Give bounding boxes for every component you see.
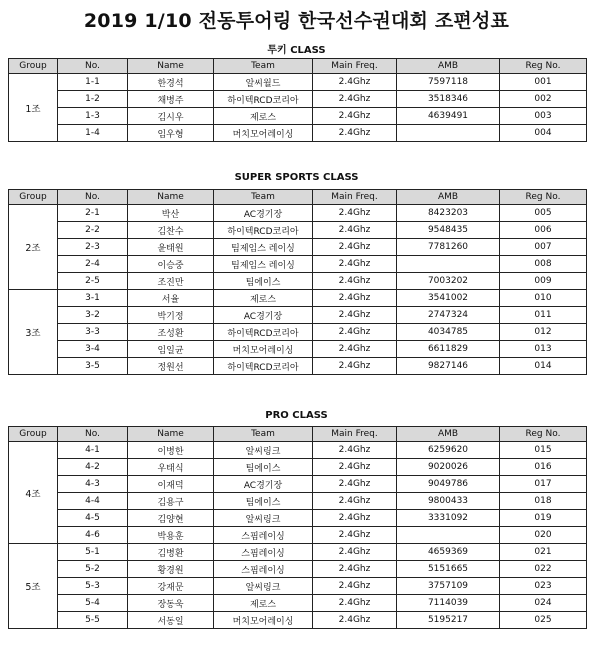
- table-header-row: [9, 190, 587, 205]
- entry-reg: 015: [500, 442, 587, 459]
- entry-name: 장동욱: [128, 595, 214, 612]
- entry-freq: 2.4Ghz: [313, 74, 397, 91]
- entry-team: 팀제임스 레이싱: [214, 239, 313, 256]
- roster-table-super-sports: [8, 189, 587, 375]
- entry-team: 알씨링크: [214, 442, 313, 459]
- table-row: [9, 476, 587, 493]
- header-amb: AMB: [397, 427, 500, 442]
- entry-team: 제로스: [214, 595, 313, 612]
- entry-reg: 012: [500, 324, 587, 341]
- entry-team: 제로스: [214, 108, 313, 125]
- class-title-pro: PRO CLASS: [265, 410, 328, 421]
- entry-freq: 2.4Ghz: [313, 595, 397, 612]
- entry-reg: 004: [500, 125, 587, 142]
- entry-team: 팀제임스 레이싱: [214, 256, 313, 273]
- entry-amb: [397, 125, 500, 142]
- entry-freq: 2.4Ghz: [313, 91, 397, 108]
- entry-amb: 7781260: [397, 239, 500, 256]
- entry-amb: 3541002: [397, 290, 500, 307]
- table-row: [9, 74, 587, 91]
- entry-freq: 2.4Ghz: [313, 544, 397, 561]
- table-row: [9, 578, 587, 595]
- table-header-row: [9, 427, 587, 442]
- entry-amb: 3518346: [397, 91, 500, 108]
- entry-amb: 4034785: [397, 324, 500, 341]
- entry-amb: 3331092: [397, 510, 500, 527]
- entry-amb: 9020026: [397, 459, 500, 476]
- page-title: 2019 1/10 전동투어링 한국선수권대회 조편성표: [83, 10, 510, 32]
- entry-team: 하이텍RCD코리아: [214, 91, 313, 108]
- entry-freq: 2.4Ghz: [313, 358, 397, 375]
- header-team: Team: [214, 427, 313, 442]
- entry-no: 5-4: [58, 595, 128, 612]
- entry-reg: 002: [500, 91, 587, 108]
- entry-amb: 5195217: [397, 612, 500, 629]
- entry-freq: 2.4Ghz: [313, 459, 397, 476]
- entry-name: 김병환: [128, 544, 214, 561]
- header-reg: Reg No.: [500, 190, 587, 205]
- entry-no: 2-5: [58, 273, 128, 290]
- entry-freq: 2.4Ghz: [313, 222, 397, 239]
- entry-name: 황경원: [128, 561, 214, 578]
- entry-no: 3-4: [58, 341, 128, 358]
- entry-reg: 005: [500, 205, 587, 222]
- entry-name: 이병한: [128, 442, 214, 459]
- entry-team: 팀에이스: [214, 273, 313, 290]
- entry-amb: 9827146: [397, 358, 500, 375]
- entry-name: 한경석: [128, 74, 214, 91]
- entry-freq: 2.4Ghz: [313, 273, 397, 290]
- entry-no: 3-1: [58, 290, 128, 307]
- entry-name: 박기정: [128, 307, 214, 324]
- table-row: [9, 205, 587, 222]
- entry-name: 채병주: [128, 91, 214, 108]
- entry-name: 강재문: [128, 578, 214, 595]
- entry-no: 5-2: [58, 561, 128, 578]
- entry-amb: [397, 256, 500, 273]
- entry-amb: 9800433: [397, 493, 500, 510]
- group-label: 4조: [9, 442, 58, 544]
- entry-reg: 024: [500, 595, 587, 612]
- entry-no: 5-5: [58, 612, 128, 629]
- entry-reg: 009: [500, 273, 587, 290]
- entry-no: 4-4: [58, 493, 128, 510]
- table-row: [9, 307, 587, 324]
- header-group: Group: [9, 59, 58, 74]
- entry-reg: 001: [500, 74, 587, 91]
- header-team: Team: [214, 59, 313, 74]
- header-team: Team: [214, 190, 313, 205]
- entry-no: 1-1: [58, 74, 128, 91]
- group-label: 1조: [9, 74, 58, 142]
- entry-freq: 2.4Ghz: [313, 476, 397, 493]
- table-row: [9, 290, 587, 307]
- entry-name: 조진만: [128, 273, 214, 290]
- table-row: [9, 358, 587, 375]
- entry-no: 4-1: [58, 442, 128, 459]
- header-name: Name: [128, 59, 214, 74]
- entry-name: 이재덕: [128, 476, 214, 493]
- entry-freq: 2.4Ghz: [313, 256, 397, 273]
- entry-amb: 4639491: [397, 108, 500, 125]
- header-no: No.: [58, 190, 128, 205]
- header-reg: Reg No.: [500, 59, 587, 74]
- entry-reg: 010: [500, 290, 587, 307]
- entry-team: 머치모어레이싱: [214, 341, 313, 358]
- entry-no: 3-3: [58, 324, 128, 341]
- table-row: [9, 510, 587, 527]
- entry-reg: 021: [500, 544, 587, 561]
- entry-amb: 2747324: [397, 307, 500, 324]
- class-title-super-sports: SUPER SPORTS CLASS: [234, 172, 359, 183]
- entry-amb: 6259620: [397, 442, 500, 459]
- entry-reg: 018: [500, 493, 587, 510]
- entry-team: 하이텍RCD코리아: [214, 324, 313, 341]
- entry-reg: 020: [500, 527, 587, 544]
- entry-team: 알씨링크: [214, 578, 313, 595]
- header-amb: AMB: [397, 190, 500, 205]
- header-no: No.: [58, 59, 128, 74]
- entry-reg: 013: [500, 341, 587, 358]
- group-label: 5조: [9, 544, 58, 629]
- entry-team: 스핌레이싱: [214, 527, 313, 544]
- entry-no: 3-5: [58, 358, 128, 375]
- header-freq: Main Freq.: [313, 427, 397, 442]
- table-row: [9, 125, 587, 142]
- entry-reg: 008: [500, 256, 587, 273]
- entry-reg: 023: [500, 578, 587, 595]
- entry-freq: 2.4Ghz: [313, 239, 397, 256]
- entry-amb: 4659369: [397, 544, 500, 561]
- entry-amb: [397, 527, 500, 544]
- entry-amb: 7597118: [397, 74, 500, 91]
- entry-freq: 2.4Ghz: [313, 324, 397, 341]
- table-row: [9, 544, 587, 561]
- entry-name: 우태식: [128, 459, 214, 476]
- entry-freq: 2.4Ghz: [313, 341, 397, 358]
- entry-amb: 9548435: [397, 222, 500, 239]
- header-freq: Main Freq.: [313, 59, 397, 74]
- table-row: [9, 324, 587, 341]
- entry-name: 정원선: [128, 358, 214, 375]
- table-row: [9, 341, 587, 358]
- header-name: Name: [128, 190, 214, 205]
- entry-team: 스핌레이싱: [214, 544, 313, 561]
- entry-freq: 2.4Ghz: [313, 510, 397, 527]
- entry-name: 김찬수: [128, 222, 214, 239]
- entry-name: 김양현: [128, 510, 214, 527]
- entry-team: 스핌레이싱: [214, 561, 313, 578]
- group-label: 3조: [9, 290, 58, 375]
- entry-no: 4-6: [58, 527, 128, 544]
- entry-team: 팀에이스: [214, 459, 313, 476]
- entry-no: 4-5: [58, 510, 128, 527]
- table-row: [9, 561, 587, 578]
- entry-no: 2-3: [58, 239, 128, 256]
- table-row: [9, 595, 587, 612]
- entry-name: 이승중: [128, 256, 214, 273]
- entry-reg: 016: [500, 459, 587, 476]
- entry-amb: 6611829: [397, 341, 500, 358]
- entry-freq: 2.4Ghz: [313, 578, 397, 595]
- entry-no: 2-1: [58, 205, 128, 222]
- header-group: Group: [9, 427, 58, 442]
- header-no: No.: [58, 427, 128, 442]
- header-amb: AMB: [397, 59, 500, 74]
- entry-team: 알씨링크: [214, 510, 313, 527]
- entry-freq: 2.4Ghz: [313, 493, 397, 510]
- table-row: [9, 91, 587, 108]
- entry-freq: 2.4Ghz: [313, 290, 397, 307]
- entry-no: 2-2: [58, 222, 128, 239]
- entry-reg: 025: [500, 612, 587, 629]
- table-row: [9, 442, 587, 459]
- entry-amb: 8423203: [397, 205, 500, 222]
- entry-freq: 2.4Ghz: [313, 108, 397, 125]
- table-row: [9, 108, 587, 125]
- entry-amb: 5151665: [397, 561, 500, 578]
- entry-name: 김용구: [128, 493, 214, 510]
- entry-freq: 2.4Ghz: [313, 527, 397, 544]
- entry-freq: 2.4Ghz: [313, 442, 397, 459]
- entry-no: 1-3: [58, 108, 128, 125]
- entry-freq: 2.4Ghz: [313, 561, 397, 578]
- entry-name: 조성환: [128, 324, 214, 341]
- entry-name: 서율: [128, 290, 214, 307]
- header-name: Name: [128, 427, 214, 442]
- entry-no: 5-1: [58, 544, 128, 561]
- entry-no: 5-3: [58, 578, 128, 595]
- entry-reg: 017: [500, 476, 587, 493]
- entry-team: 하이텍RCD코리아: [214, 222, 313, 239]
- entry-amb: 3757109: [397, 578, 500, 595]
- entry-amb: 9049786: [397, 476, 500, 493]
- entry-no: 4-3: [58, 476, 128, 493]
- header-freq: Main Freq.: [313, 190, 397, 205]
- roster-table-pro: [8, 426, 587, 629]
- entry-name: 김시우: [128, 108, 214, 125]
- entry-no: 1-2: [58, 91, 128, 108]
- table-row: [9, 493, 587, 510]
- table-row: [9, 612, 587, 629]
- entry-reg: 011: [500, 307, 587, 324]
- table-row: [9, 459, 587, 476]
- class-title-tuki: 투키 CLASS: [267, 45, 326, 56]
- table-row: [9, 527, 587, 544]
- entry-reg: 003: [500, 108, 587, 125]
- table-row: [9, 256, 587, 273]
- header-group: Group: [9, 190, 58, 205]
- entry-name: 임일균: [128, 341, 214, 358]
- entry-team: 머치모어레이싱: [214, 612, 313, 629]
- entry-name: 서동일: [128, 612, 214, 629]
- entry-no: 2-4: [58, 256, 128, 273]
- entry-team: AC경기장: [214, 307, 313, 324]
- entry-team: 알씨월드: [214, 74, 313, 91]
- entry-freq: 2.4Ghz: [313, 612, 397, 629]
- entry-reg: 022: [500, 561, 587, 578]
- table-header-row: [9, 59, 587, 74]
- table-row: [9, 222, 587, 239]
- entry-team: 하이텍RCD코리아: [214, 358, 313, 375]
- entry-team: 팀에이스: [214, 493, 313, 510]
- entry-freq: 2.4Ghz: [313, 125, 397, 142]
- entry-amb: 7003202: [397, 273, 500, 290]
- entry-reg: 007: [500, 239, 587, 256]
- header-reg: Reg No.: [500, 427, 587, 442]
- roster-table-tuki: [8, 58, 587, 142]
- entry-name: 임우형: [128, 125, 214, 142]
- entry-freq: 2.4Ghz: [313, 307, 397, 324]
- entry-amb: 7114039: [397, 595, 500, 612]
- entry-freq: 2.4Ghz: [313, 205, 397, 222]
- entry-reg: 014: [500, 358, 587, 375]
- entry-reg: 019: [500, 510, 587, 527]
- entry-name: 윤태원: [128, 239, 214, 256]
- entry-name: 박산: [128, 205, 214, 222]
- entry-team: 제로스: [214, 290, 313, 307]
- table-row: [9, 273, 587, 290]
- group-label: 2조: [9, 205, 58, 290]
- entry-team: AC경기장: [214, 205, 313, 222]
- entry-reg: 006: [500, 222, 587, 239]
- entry-no: 4-2: [58, 459, 128, 476]
- entry-team: AC경기장: [214, 476, 313, 493]
- entry-no: 1-4: [58, 125, 128, 142]
- entry-no: 3-2: [58, 307, 128, 324]
- entry-name: 박용훈: [128, 527, 214, 544]
- table-row: [9, 239, 587, 256]
- entry-team: 머치모어레이싱: [214, 125, 313, 142]
